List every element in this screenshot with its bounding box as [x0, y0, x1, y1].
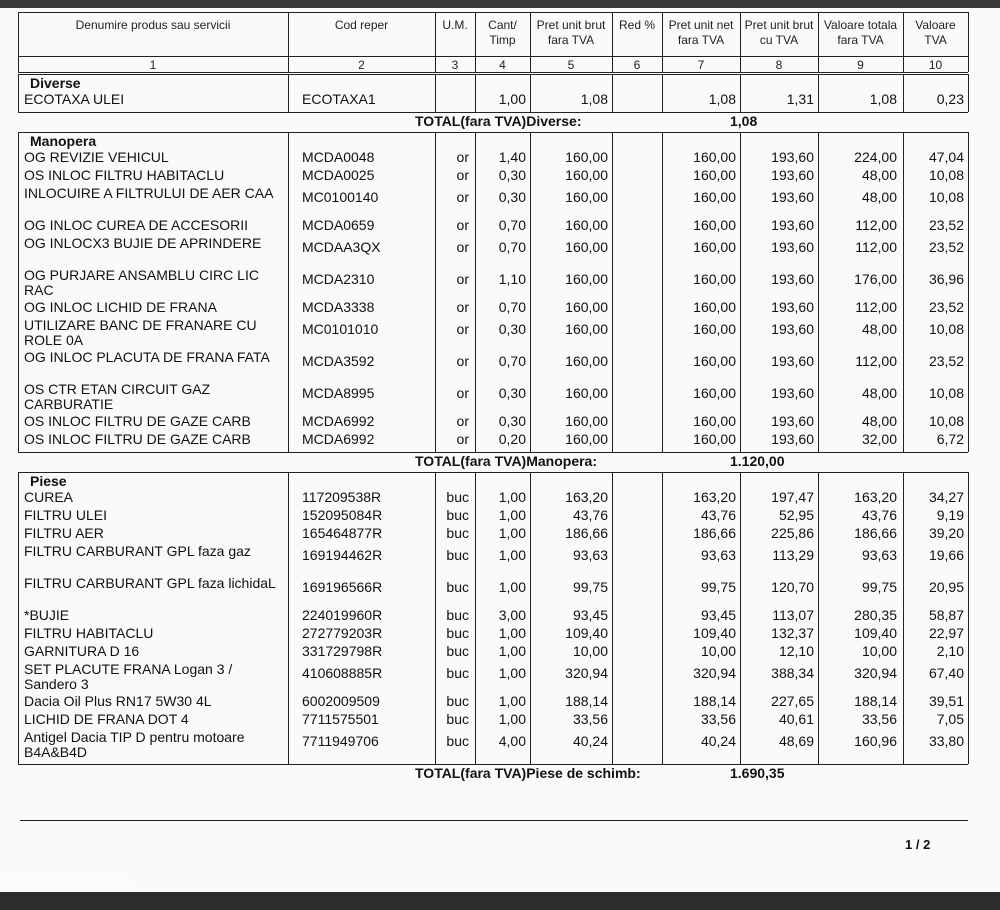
item-price-with-vat: 193,60	[771, 167, 814, 183]
item-gross-price: 160,00	[565, 299, 608, 315]
item-vat: 9,19	[936, 507, 964, 523]
item-gross-price: 99,75	[572, 579, 608, 595]
item-gross-price: 10,00	[572, 643, 608, 659]
item-total: 112,00	[855, 353, 897, 369]
item-name: OS INLOC FILTRU DE GAZE CARB	[24, 431, 251, 447]
item-quantity: 1,00	[498, 507, 526, 523]
item-net-price: 163,20	[693, 489, 736, 505]
item-name: OS INLOC FILTRU DE GAZE CARB	[24, 413, 251, 429]
item-total: 10,00	[861, 643, 897, 659]
item-price-with-vat: 193,60	[771, 321, 814, 337]
item-price-with-vat: 193,60	[771, 217, 814, 233]
item-price-with-vat: 12,10	[778, 643, 814, 659]
item-price-with-vat: 193,60	[771, 385, 814, 401]
item-name: LICHID DE FRANA DOT 4	[24, 711, 189, 727]
item-quantity: 1,00	[498, 547, 526, 563]
item-gross-price: 160,00	[565, 189, 608, 205]
item-unit: buc	[446, 607, 469, 623]
item-quantity: 1,00	[498, 625, 526, 641]
item-name: CUREA	[24, 489, 74, 505]
column-rule	[18, 74, 19, 112]
item-price-with-vat: 388,34	[771, 665, 814, 681]
item-gross-price: 160,00	[565, 321, 608, 337]
section-total-label: TOTAL(fara TVA)Diverse:	[415, 113, 582, 129]
scan-top-edge	[0, 0, 1000, 8]
section-title: Diverse	[30, 75, 81, 91]
item-net-price: 186,66	[693, 525, 736, 541]
section-total-value: 1,08	[730, 113, 758, 129]
column-number: 2	[358, 58, 365, 72]
column-number: 3	[451, 58, 459, 72]
item-name: FILTRU ULEI	[24, 507, 107, 523]
item-total: 48,00	[861, 321, 897, 337]
item-vat: 34,27	[928, 489, 964, 505]
item-price-with-vat: 193,60	[771, 271, 814, 287]
item-total: 33,56	[861, 711, 897, 727]
header-bottom-rule	[18, 72, 968, 73]
item-total: 320,94	[854, 665, 897, 681]
item-code: MCDA3592	[302, 353, 375, 369]
item-code: 169194462R	[302, 547, 383, 563]
item-vat: 10,08	[928, 413, 964, 429]
item-quantity: 1,00	[498, 693, 526, 709]
item-vat: 6,72	[936, 431, 964, 447]
item-total: 48,00	[861, 189, 897, 205]
column-number: 10	[928, 58, 943, 72]
item-name: Antigel Dacia TIP D pentru motoare B4A&B4D	[24, 729, 245, 760]
item-quantity: 0,70	[498, 299, 526, 315]
item-quantity: 0,30	[498, 189, 526, 205]
item-total: 160,96	[854, 733, 897, 749]
item-total: 163,20	[854, 489, 897, 505]
item-net-price: 93,63	[700, 547, 736, 563]
item-quantity: 1,00	[498, 711, 526, 727]
item-total: 48,00	[861, 413, 897, 429]
item-net-price: 160,00	[693, 239, 736, 255]
item-net-price: 160,00	[693, 431, 736, 447]
item-vat: 67,40	[928, 665, 964, 681]
item-vat: 10,08	[928, 167, 964, 183]
item-unit: buc	[446, 547, 469, 563]
item-gross-price: 186,66	[565, 525, 608, 541]
item-code: 272779203R	[302, 625, 383, 641]
item-quantity: 3,00	[498, 607, 526, 623]
item-vat: 39,20	[928, 525, 964, 541]
item-unit: or	[456, 321, 469, 337]
column-header: Cod reper	[334, 18, 389, 32]
item-name: FILTRU CARBURANT GPL faza gaz	[24, 543, 251, 559]
column-rule	[288, 74, 289, 112]
item-vat: 19,66	[928, 547, 964, 563]
item-quantity: 1,00	[498, 665, 526, 681]
item-name: Dacia Oil Plus RN17 5W30 4L	[24, 693, 212, 709]
item-quantity: 4,00	[498, 733, 526, 749]
section-title: Piese	[30, 473, 67, 489]
item-quantity: 0,20	[498, 431, 526, 447]
item-vat: 47,04	[928, 149, 964, 165]
item-code: 169196566R	[302, 579, 383, 595]
item-unit: buc	[446, 733, 469, 749]
item-total: 112,00	[855, 239, 897, 255]
item-unit: buc	[446, 711, 469, 727]
column-header: Pret unit brut cu TVA	[744, 18, 814, 47]
page-number: 1 / 2	[905, 837, 931, 852]
item-code: MCDA0025	[302, 167, 375, 183]
item-net-price: 160,00	[693, 299, 736, 315]
column-number: 9	[857, 58, 864, 72]
item-unit: or	[456, 217, 469, 233]
item-net-price: 93,45	[700, 607, 736, 623]
item-price-with-vat: 193,60	[771, 431, 814, 447]
item-net-price: 109,40	[693, 625, 736, 641]
item-name: OG INLOC LICHID DE FRANA	[24, 299, 217, 315]
section-total-label: TOTAL(fara TVA)Manopera:	[415, 453, 598, 469]
item-quantity: 0,70	[498, 239, 526, 255]
item-code: MCDAA3QX	[302, 239, 381, 255]
item-code: MCDA8995	[302, 385, 375, 401]
item-unit: or	[456, 149, 469, 165]
item-net-price: 33,56	[700, 711, 736, 727]
item-quantity: 1,00	[498, 91, 526, 107]
item-net-price: 10,00	[700, 643, 736, 659]
item-quantity: 0,30	[498, 321, 526, 337]
column-header: Valoare totala fara TVA	[823, 18, 898, 47]
item-net-price: 160,00	[693, 271, 736, 287]
item-unit: buc	[446, 507, 469, 523]
item-net-price: 160,00	[693, 167, 736, 183]
item-code: ECOTAXA1	[302, 91, 376, 107]
item-unit: or	[456, 385, 469, 401]
item-vat: 33,80	[928, 733, 964, 749]
item-net-price: 188,14	[693, 693, 736, 709]
item-quantity: 1,10	[498, 271, 526, 287]
column-number: 4	[499, 58, 506, 72]
item-code: 224019960R	[302, 607, 383, 623]
section-top-rule	[18, 472, 968, 473]
item-total: 99,75	[861, 579, 897, 595]
item-name: FILTRU HABITACLU	[24, 625, 154, 641]
item-gross-price: 160,00	[565, 217, 608, 233]
item-net-price: 1,08	[708, 91, 736, 107]
item-vat: 23,52	[928, 239, 964, 255]
item-vat: 22,97	[928, 625, 964, 641]
item-vat: 7,05	[936, 711, 964, 727]
item-vat: 23,52	[928, 353, 964, 369]
column-number: 5	[567, 58, 575, 72]
item-quantity: 1,00	[498, 489, 526, 505]
column-number: 6	[633, 58, 641, 72]
item-vat: 10,08	[928, 385, 964, 401]
item-name: OS CTR ETAN CIRCUIT GAZ CARBURATIE	[24, 381, 211, 412]
item-total: 93,63	[861, 547, 897, 563]
item-unit: buc	[446, 625, 469, 641]
item-price-with-vat: 197,47	[771, 489, 814, 505]
item-code: 7711949706	[302, 733, 379, 749]
column-header: Red %	[618, 18, 656, 32]
item-price-with-vat: 113,07	[772, 607, 814, 623]
item-code: 117209538R	[302, 489, 382, 505]
item-gross-price: 160,00	[565, 239, 608, 255]
item-price-with-vat: 193,60	[771, 353, 814, 369]
column-header: Pret unit brut fara TVA	[536, 18, 606, 47]
item-unit: or	[456, 189, 469, 205]
item-price-with-vat: 1,31	[786, 91, 814, 107]
column-number: 8	[775, 58, 783, 72]
item-gross-price: 109,40	[565, 625, 608, 641]
item-quantity: 0,30	[498, 167, 526, 183]
item-unit: buc	[446, 489, 469, 505]
item-gross-price: 160,00	[565, 271, 608, 287]
item-unit: buc	[446, 579, 469, 595]
column-header: Cant/ Timp	[488, 18, 517, 47]
column-number: 7	[697, 58, 705, 72]
section-title: Manopera	[30, 133, 97, 149]
item-code: MC0101010	[302, 321, 379, 337]
item-unit: or	[456, 353, 469, 369]
item-price-with-vat: 113,29	[772, 547, 814, 563]
item-price-with-vat: 193,60	[771, 413, 814, 429]
item-code: MCDA0659	[302, 217, 375, 233]
column-number: 1	[149, 58, 157, 72]
item-gross-price: 33,56	[572, 711, 608, 727]
item-unit: or	[456, 431, 469, 447]
item-price-with-vat: 193,60	[771, 149, 814, 165]
item-code: 410608885R	[302, 665, 383, 681]
item-gross-price: 160,00	[565, 431, 608, 447]
item-price-with-vat: 225,86	[771, 525, 814, 541]
item-price-with-vat: 40,61	[778, 711, 814, 727]
item-price-with-vat: 193,60	[771, 239, 814, 255]
column-rule	[968, 472, 969, 764]
item-unit: or	[456, 413, 469, 429]
item-vat: 23,52	[928, 217, 964, 233]
item-gross-price: 320,94	[565, 665, 608, 681]
item-net-price: 160,00	[693, 217, 736, 233]
item-total: 32,00	[861, 431, 897, 447]
scan-bottom-edge	[0, 892, 1000, 910]
item-price-with-vat: 227,65	[771, 693, 814, 709]
item-vat: 39,51	[928, 693, 964, 709]
item-net-price: 320,94	[693, 665, 736, 681]
header-top-rule	[18, 12, 968, 13]
item-price-with-vat: 48,69	[778, 733, 814, 749]
header-num-rule	[18, 56, 968, 57]
item-code: MCDA3338	[302, 299, 375, 315]
item-quantity: 0,30	[498, 385, 526, 401]
column-rule	[435, 74, 436, 112]
item-price-with-vat: 120,70	[771, 579, 814, 595]
section-top-rule	[18, 132, 968, 133]
item-vat: 10,08	[928, 321, 964, 337]
item-vat: 0,23	[936, 91, 964, 107]
item-name: ECOTAXA ULEI	[24, 91, 125, 107]
section-top-rule	[18, 74, 968, 75]
footer-rule	[20, 820, 968, 821]
item-code: 165464877R	[302, 525, 383, 541]
column-header: U.M.	[442, 18, 468, 32]
item-gross-price: 93,63	[572, 547, 608, 563]
item-total: 188,14	[854, 693, 897, 709]
item-code: MCDA6992	[302, 413, 375, 429]
item-name: UTILIZARE BANC DE FRANARE CU ROLE 0A	[24, 317, 257, 348]
item-net-price: 160,00	[693, 189, 736, 205]
item-net-price: 43,76	[700, 507, 736, 523]
item-code: 6002009509	[302, 693, 380, 709]
item-gross-price: 188,14	[565, 693, 608, 709]
column-header: Denumire produs sau servicii	[75, 18, 231, 32]
item-price-with-vat: 193,60	[771, 299, 814, 315]
item-quantity: 1,00	[498, 579, 526, 595]
item-price-with-vat: 193,60	[771, 189, 814, 205]
item-unit: buc	[446, 643, 469, 659]
item-net-price: 40,24	[700, 733, 736, 749]
item-name: OG INLOCX3 BUJIE DE APRINDERE	[24, 235, 262, 251]
item-net-price: 160,00	[693, 385, 736, 401]
item-name: OG INLOC CUREA DE ACCESORII	[24, 217, 249, 233]
item-gross-price: 43,76	[572, 507, 608, 523]
item-name: SET PLACUTE FRANA Logan 3 / Sandero 3	[24, 661, 233, 692]
item-code: 7711575501	[302, 711, 379, 727]
item-vat: 20,95	[928, 579, 964, 595]
column-rule	[18, 132, 19, 452]
item-total: 48,00	[861, 167, 897, 183]
item-unit: or	[456, 239, 469, 255]
item-unit: or	[456, 299, 469, 315]
item-net-price: 99,75	[700, 579, 736, 595]
item-total: 48,00	[861, 385, 897, 401]
item-name: FILTRU AER	[24, 525, 104, 541]
item-gross-price: 40,24	[572, 733, 608, 749]
column-rule	[288, 132, 289, 452]
item-total: 43,76	[861, 507, 897, 523]
column-header: Pret unit net fara TVA	[668, 18, 734, 47]
item-vat: 2,10	[936, 643, 964, 659]
item-gross-price: 93,45	[572, 607, 608, 623]
item-unit: or	[456, 167, 469, 183]
item-total: 112,00	[855, 217, 897, 233]
item-unit: or	[456, 271, 469, 287]
item-quantity: 0,70	[498, 353, 526, 369]
column-rule	[612, 132, 613, 452]
column-rule	[612, 74, 613, 112]
item-unit: buc	[446, 665, 469, 681]
item-net-price: 160,00	[693, 353, 736, 369]
item-name: OG PURJARE ANSAMBLU CIRC LIC RAC	[24, 267, 259, 298]
column-rule	[18, 472, 19, 764]
item-name: INLOCUIRE A FILTRULUI DE AER CAA	[24, 185, 274, 201]
item-name: FILTRU CARBURANT GPL faza lichidaL	[24, 575, 276, 591]
item-name: GARNITURA D 16	[24, 643, 140, 659]
item-vat: 23,52	[928, 299, 964, 315]
item-code: 152095084R	[302, 507, 383, 523]
section-total-label: TOTAL(fara TVA)Piese de schimb:	[415, 765, 641, 781]
item-code: MCDA0048	[302, 149, 375, 165]
item-total: 112,00	[855, 299, 897, 315]
item-name: *BUJIE	[24, 607, 70, 623]
item-code: MCDA6992	[302, 431, 375, 447]
column-rule	[968, 74, 969, 112]
item-unit: buc	[446, 693, 469, 709]
column-header: Valoare TVA	[915, 18, 956, 47]
item-net-price: 160,00	[693, 149, 736, 165]
item-total: 224,00	[854, 149, 897, 165]
item-net-price: 160,00	[693, 413, 736, 429]
column-rule	[612, 472, 613, 764]
item-gross-price: 163,20	[565, 489, 608, 505]
item-price-with-vat: 132,37	[771, 625, 814, 641]
item-gross-price: 160,00	[565, 167, 608, 183]
item-vat: 58,87	[928, 607, 964, 623]
item-quantity: 1,00	[498, 643, 526, 659]
item-quantity: 1,00	[498, 525, 526, 541]
section-total-value: 1.120,00	[730, 453, 785, 469]
item-name: OG INLOC PLACUTA DE FRANA FATA	[24, 349, 270, 365]
item-total: 280,35	[854, 607, 897, 623]
item-unit: buc	[446, 525, 469, 541]
item-quantity: 1,40	[498, 149, 526, 165]
item-net-price: 160,00	[693, 321, 736, 337]
item-name: OG REVIZIE VEHICUL	[24, 149, 169, 165]
item-code: MC0100140	[302, 189, 379, 205]
item-gross-price: 160,00	[565, 149, 608, 165]
item-price-with-vat: 52,95	[778, 507, 814, 523]
item-gross-price: 160,00	[565, 413, 608, 429]
item-vat: 10,08	[928, 189, 964, 205]
item-gross-price: 160,00	[565, 353, 608, 369]
section-total-value: 1.690,35	[730, 765, 785, 781]
item-code: MCDA2310	[302, 271, 375, 287]
item-total: 176,00	[854, 271, 897, 287]
item-gross-price: 160,00	[565, 385, 608, 401]
column-rule	[288, 472, 289, 764]
item-total: 186,66	[854, 525, 897, 541]
item-vat: 36,96	[928, 271, 964, 287]
item-gross-price: 1,08	[580, 91, 608, 107]
column-rule	[968, 132, 969, 452]
item-total: 1,08	[869, 91, 897, 107]
watermark-logo: AUTOVIT.RO	[0, 874, 131, 896]
item-name: OS INLOC FILTRU HABITACLU	[24, 167, 225, 183]
item-total: 109,40	[854, 625, 897, 641]
column-rule	[968, 12, 969, 72]
item-quantity: 0,30	[498, 413, 526, 429]
item-code: 331729798R	[302, 643, 383, 659]
item-quantity: 0,70	[498, 217, 526, 233]
